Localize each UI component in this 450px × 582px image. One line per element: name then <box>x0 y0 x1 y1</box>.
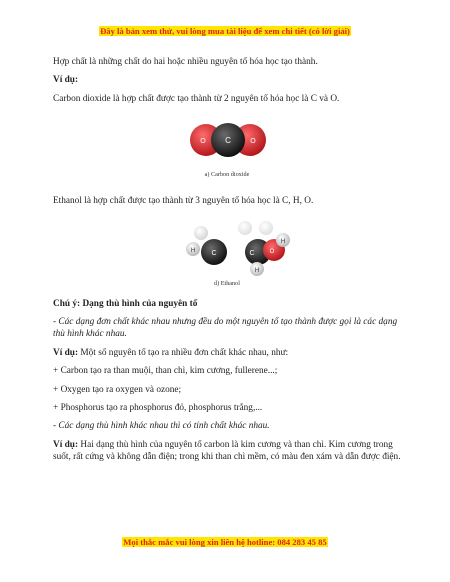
example2-paragraph: Ví dụ: Một số nguyên tố tạo ra nhiều đơn chất khác nhau, như: <box>53 347 289 358</box>
co2-figure <box>53 113 401 183</box>
co2-molecule-image <box>53 113 401 173</box>
svg-text:C: C <box>249 249 255 257</box>
svg-text:C: C <box>211 249 217 257</box>
oxygen-item: + Oxygen tạo ra oxygen và ozone; <box>53 384 182 395</box>
hydrogen-atom <box>194 226 208 240</box>
allotrope-definition: - Các dạng đơn chất khác nhau nhưng đều do một nguyên tố tạo thành được gọi là các dạng thù hình khác nhau. <box>53 317 398 340</box>
carbon-item: + Carbon tạo ra than muội, than chì, kim cương, fullerene...; <box>53 366 278 377</box>
svg-text:O: O <box>250 138 256 146</box>
co2-paragraph: Carbon dioxide là hợp chất được tạo thành từ 2 nguyên tố hóa học là C và O. <box>53 93 340 104</box>
svg-text:H: H <box>280 238 286 245</box>
co2-caption: a) Carbon dioxide <box>204 171 250 179</box>
hotline-notice: Mọi thắc mắc vui lòng xin liên hệ hotline: 084 283 45 85 <box>123 537 327 547</box>
note-title: Chú ý: Dạng thù hình của nguyên tố <box>53 298 198 309</box>
phosphorus-item: + Phosphorus tạo ra phosphorus đỏ, phosphorus trắng,... <box>53 403 263 414</box>
example-label: Ví dụ: <box>53 75 79 86</box>
svg-text:H: H <box>254 267 260 274</box>
document-body <box>53 56 401 464</box>
svg-text:O: O <box>200 138 206 146</box>
preview-notice: Đây là bản xem thử, vui lòng mua tài liệu để xem chi tiết (có lời giải) <box>100 26 350 36</box>
definition-paragraph: Hợp chất là những chất do hai hoặc nhiều nguyên tố hóa học tạo thành. <box>53 57 318 67</box>
ethanol-paragraph: Ethanol là hợp chất được tạo thành từ 3 nguyên tố hóa học là C, H, O. <box>53 196 314 207</box>
hydrogen-atom <box>238 221 252 235</box>
svg-text:C: C <box>225 136 231 146</box>
allotrope-property: - Các dạng thù hình khác nhau thì có tính chất khác nhau. <box>53 421 270 432</box>
svg-text:O: O <box>269 248 275 255</box>
ethanol-molecule-image <box>53 216 401 280</box>
ethanol-caption: d) Ethanol <box>214 279 240 287</box>
hydrogen-atom <box>259 221 273 235</box>
ethanol-figure <box>53 216 401 288</box>
svg-text:H: H <box>190 247 196 254</box>
example3-paragraph: Ví dụ: Hai dạng thù hình của nguyên tố carbon là kim cương và than chì. Kim cương trong suốt, rất cứng và không dẫn điện; trong khi than chì mềm, có màu đen xám và dẫn được điện. <box>53 439 401 463</box>
